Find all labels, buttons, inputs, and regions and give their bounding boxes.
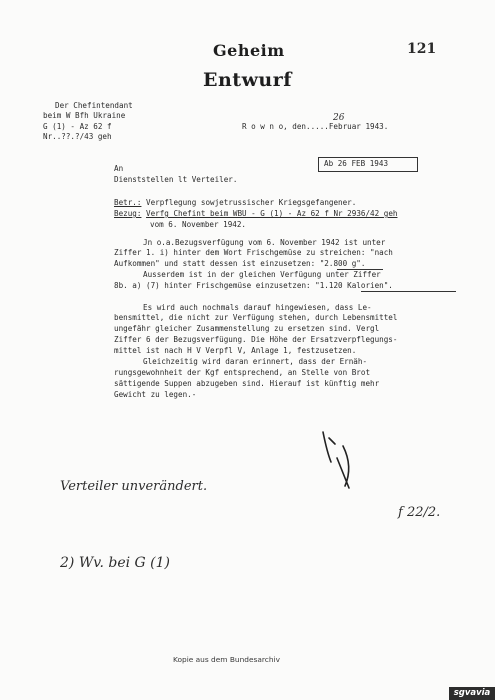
body-line: rungsgewohnheit der Kgf entsprechend, an Stelle von Brot (114, 368, 371, 377)
receipt-stamp (318, 157, 418, 172)
body-line: Ziffer 1. i) hinter dem Wort Frischgemüse zu streichen: "nach (114, 248, 393, 257)
stamp-date: 26 FEB 1943 (337, 159, 389, 168)
sender-line-3: G (1) - Az 62 f (43, 122, 112, 131)
reference-text: Verfg Chefint beim WBU - G (1) - Az 62 f Nr 2936/42 geh (146, 209, 398, 218)
stamp-label: Ab (324, 159, 334, 168)
body-line: Jn o.a.Bezugsverfügung vom 6. November 1942 ist unter (143, 238, 386, 247)
subject-text: Verpflegung sowjetrussischer Kriegsgefangener. (146, 198, 357, 207)
body-line: Ziffer 6 der Bezugsverfügung. Die Höhe der Ersatzverpflegungs- (114, 335, 398, 344)
body-line: Aufkommen" und statt dessen ist einzusetzen: "2.800 g". (114, 259, 366, 268)
subject-line (114, 198, 356, 208)
handwritten-day: 26 (333, 113, 345, 123)
handwritten-initials: f 22/2. (398, 505, 441, 520)
draft-title: Entwurf (203, 69, 292, 91)
reference-line-2: vom 6. November 1942. (150, 220, 247, 229)
body-line: 8b. a) (7) hinter Frischgemüse einzusetzen: "1.120 Kalorien". (114, 281, 393, 290)
body-line: Gewicht zu legen.- (114, 390, 197, 399)
underline-mark (361, 291, 456, 292)
classification-title: Geheim (213, 41, 285, 60)
watermark-brand: sgvavia (449, 687, 495, 700)
body-line: ungefähr gleicher Zusammenstellung zu ersetzen sind. Vergl (114, 324, 380, 333)
reference-label: Bezug: (114, 209, 142, 218)
subject-label: Betr.: (114, 198, 142, 207)
body-line: sättigende Suppen abzugeben sind. Hierauf ist künftig mehr (114, 379, 380, 388)
body-line: bensmittel, die nicht zur Verfügung stehen, durch Lebensmittel (114, 313, 398, 322)
recipient-line-2: Dienststellen lt Verteiler. (114, 175, 238, 184)
underline-mark (337, 269, 383, 270)
handwritten-note-resubmission: 2) Wv. bei G (1) (60, 555, 170, 571)
archive-footer: Kopie aus dem Bundesarchiv (173, 655, 280, 664)
body-line: Gleichzeitig wird daran erinnert, dass der Ernäh- (143, 357, 368, 366)
page-number: 121 (407, 41, 437, 57)
sender-line-1: Der Chefintendant (55, 101, 133, 110)
body-line: Es wird auch nochmals darauf hingewiesen, dass Le- (143, 303, 372, 312)
body-line: mittel ist nach H V Verpfl V, Anlage 1, festzusetzen. (114, 346, 357, 355)
recipient-line-1: An (114, 164, 124, 173)
place-date: R o w n o, den.....Februar 1943. (242, 122, 389, 131)
handwritten-note-distribution: Verteiler unverändert. (60, 479, 208, 494)
file-number: Nr..??.?/43 geh (43, 132, 112, 141)
reference-line (114, 209, 397, 219)
signature-mark (315, 428, 365, 496)
body-line: Ausserdem ist in der gleichen Verfügung unter Ziffer (143, 270, 381, 279)
sender-line-2: beim W Bfh Ukraine (43, 111, 126, 120)
